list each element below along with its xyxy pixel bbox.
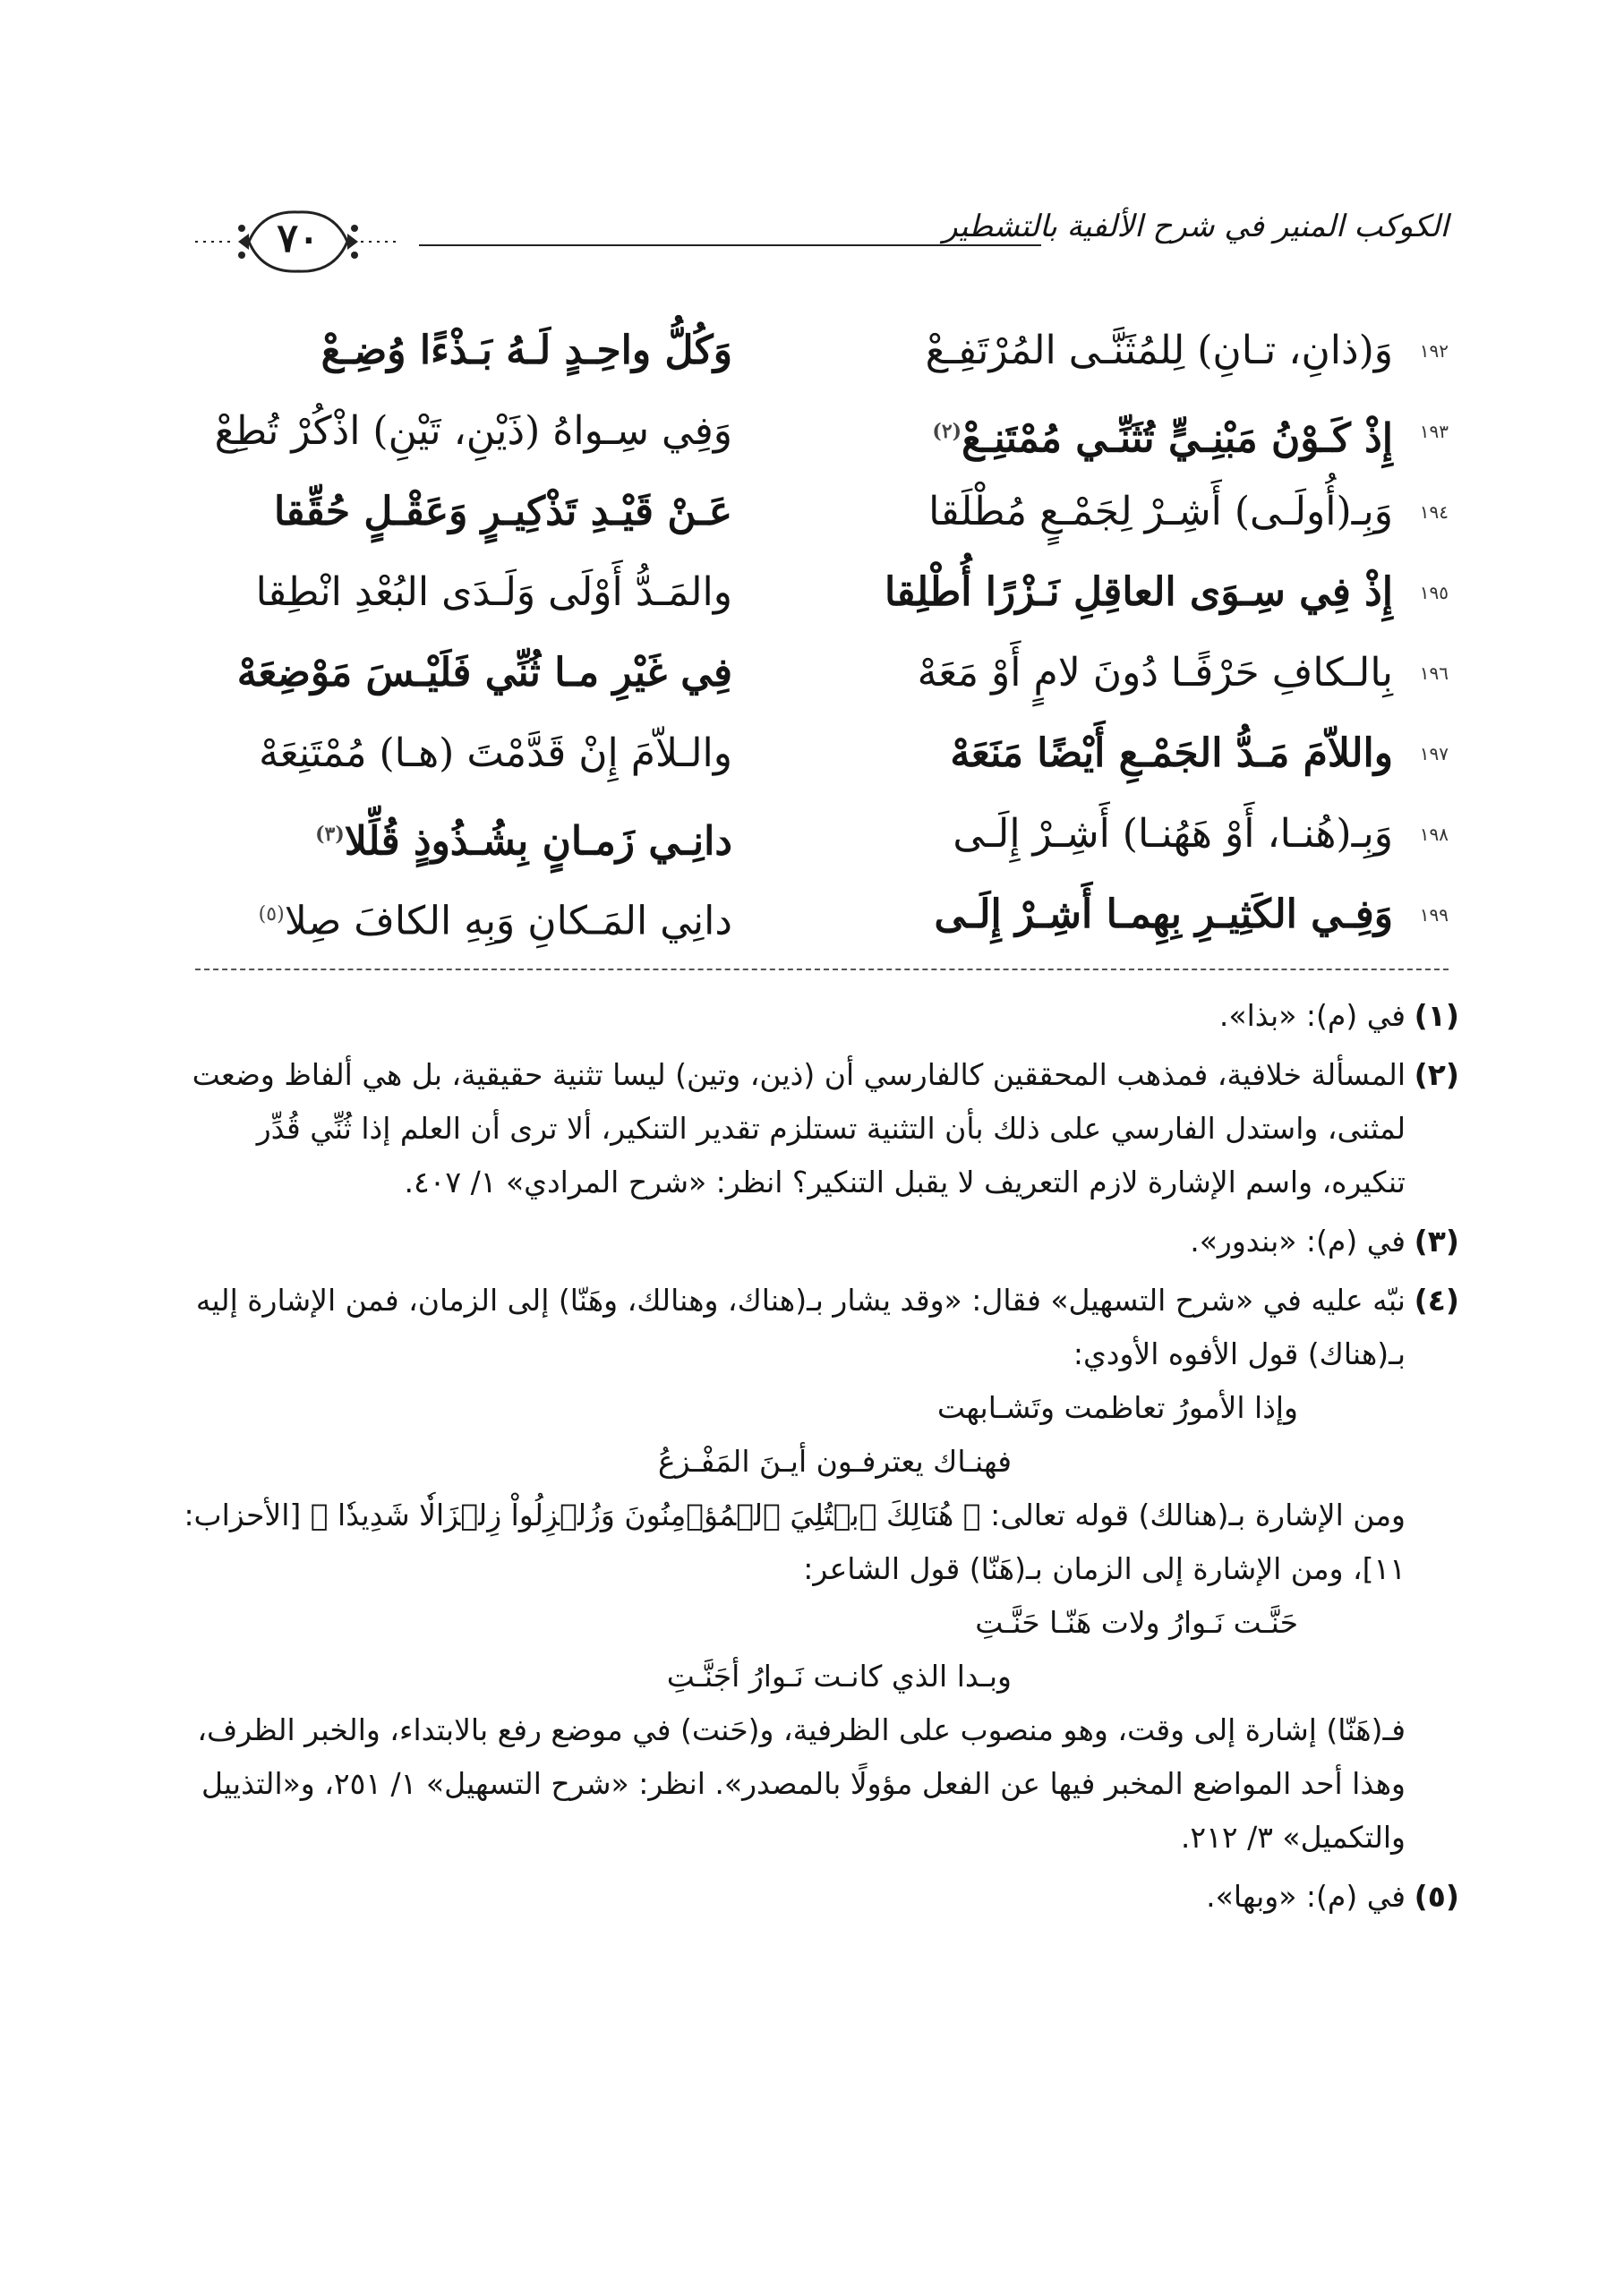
verse-number: ١٩٨ bbox=[1419, 824, 1449, 845]
verse-number: ١٩٧ bbox=[1419, 743, 1449, 764]
verse-line bbox=[195, 394, 1449, 474]
footnote bbox=[170, 1215, 1459, 1268]
footnote-number: (٥) bbox=[1414, 1879, 1459, 1914]
verse-second-hemistich: دانِـي زَمـانٍ بِشُـذُوذٍ قُلِّلا$^{(٣)}$ bbox=[315, 818, 732, 865]
footnote-ref: (٣) bbox=[315, 823, 345, 846]
footnote-number: (١) bbox=[1414, 998, 1459, 1033]
footnote bbox=[170, 1870, 1459, 1924]
running-header bbox=[195, 201, 1449, 282]
quoted-poem-line bbox=[170, 1381, 1406, 1435]
verse-line bbox=[195, 877, 1449, 958]
quoted-poem-line bbox=[170, 1650, 1406, 1703]
verse-line bbox=[195, 313, 1449, 394]
book-title: الكوكب المنير في شرح الألفية بالتشطير bbox=[943, 209, 1449, 244]
poem-hemistich: حَنَّـت نَـوارُ ولات هَنّـا حَنَّـتِ bbox=[975, 1605, 1298, 1640]
verse-line bbox=[195, 716, 1449, 797]
footnote-ref: (٥) bbox=[258, 903, 285, 926]
footnote-text: فـ(هَنّا) إشارة إلى وقت، وهو منصوب على الظرفية، و(حَنت) في موضع رفع بالابتداء، والخبر الظرف، وهذا أحد المواضع المخبر فيها عن الفعل مؤولًا بالمصدر». انظر: «شرح التسهيل» ١/ ٢٥١، و«التذييل والتكميل» ٣/ ٢١٢. bbox=[197, 1712, 1406, 1855]
footnote-text: نبّه عليه في «شرح التسهيل» فقال: «وقد يشار بـ(هناك، وهنالك، وهَنّا) إلى الزمان، فمن الإشارة إليه بـ(هناك) قول الأفوه الأودي: bbox=[195, 1283, 1406, 1371]
verse-first-hemistich: وَ(ذانِ، تـانِ) لِلمُثَنَّـى المُرْتَفِـعْ bbox=[925, 328, 1393, 373]
verse-first-hemistich: إِذْ كَـوْنُ مَبْنِـيٍّ تُثَنِّـي مُمْتَنِـعْ$^{(٢)}$ bbox=[932, 415, 1393, 462]
verse-number: ١٩٢ bbox=[1419, 340, 1449, 362]
footnote bbox=[170, 989, 1459, 1043]
verse-line bbox=[195, 474, 1449, 555]
header-rule bbox=[419, 244, 1041, 246]
verse-second-hemistich: فِي غَيْرِ مـا ثُنِّي فَلَيْـسَ مَوْضِعَهْ bbox=[236, 650, 732, 696]
verse-first-hemistich: إِذْ فِي سِـوَى العاقِلِ نَـزْرًا أُطْلِقا bbox=[884, 569, 1393, 615]
verse-number: ١٩٦ bbox=[1419, 662, 1449, 684]
verse-number: ١٩٩ bbox=[1419, 904, 1449, 926]
verse-number: ١٩٤ bbox=[1419, 501, 1449, 523]
verse-second-hemistich: وَكُلُّ واحِـدٍ لَـهُ بَـذْءًا وُضِـعْ bbox=[321, 328, 732, 373]
footnote-text: في (م): «بذا». bbox=[1218, 998, 1406, 1033]
verse-second-hemistich: وَفِي سِـواهُ (ذَيْنِ، تَيْنِ) اذْكُرْ تُطِعْ bbox=[214, 408, 732, 454]
quoted-poem-line bbox=[170, 1435, 1406, 1489]
footnote-separator bbox=[195, 969, 1449, 970]
verse-first-hemistich: وَبِـ(أُولَـى) أَشِـرْ لِجَمْـعٍ مُطْلَقا bbox=[928, 489, 1393, 534]
verse-first-hemistich: وَبِـ(هُنـا، أَوْ هَهُنـا) أَشِـرْ إِلَـى bbox=[953, 811, 1393, 857]
verse-block bbox=[195, 313, 1449, 958]
footnote-text: ومن الإشارة بـ(هنالك) قوله تعالى: ﴿ هُنَالِكَ ٱبۡتُلِيَ ٱلۡمُؤۡمِنُونَ وَزُلۡزِلُواْ زِلۡزَالٗا شَدِيدٗا ﴾ [الأحزاب: ١١]، ومن الإشارة إلى الزمان بـ(هَنّا) قول الشاعر: bbox=[184, 1498, 1406, 1586]
footnote-number: (٢) bbox=[1414, 1057, 1459, 1092]
verse-second-hemistich: والـلاّمَ إِنْ قَدَّمْتَ (هـا) مُمْتَنِعَهْ bbox=[259, 730, 732, 776]
poem-hemistich: وبـدا الذي كانـت نَـوارُ أجَنَّـتِ bbox=[666, 1659, 1012, 1694]
footnotes bbox=[170, 989, 1459, 1929]
verse-line bbox=[195, 555, 1449, 636]
footnote-ref: (٢) bbox=[932, 420, 962, 443]
footnote-text: المسألة خلافية، فمذهب المحققين كالفارسي أن (ذين، وتين) ليسا تثنية حقيقية، بل هي ألفاظ وضعت لمثنى، واستدل الفارسي على ذلك بأن التثنية تستلزم تقدير التنكير، ألا ترى أن العلم إذا ثُنِّي قُدِّر تنكيره، واسم الإشارة لازم التعريف لا يقبل التنكير؟ انظر: «شرح المرادي» ١/ ٤٠٧. bbox=[192, 1057, 1406, 1199]
verse-number: ١٩٥ bbox=[1419, 582, 1449, 603]
verse-line bbox=[195, 636, 1449, 716]
page-number: ٧٠ bbox=[277, 216, 320, 261]
verse-second-hemistich: والمَـدُّ أَوْلَى وَلَـدَى البُعْدِ انْطِقا bbox=[255, 569, 732, 615]
verse-second-hemistich: عَـنْ قَيْـدِ تَذْكِيـرٍ وَعَقْـلٍ حُقِّقا bbox=[273, 489, 732, 534]
verse-first-hemistich: وَفِـي الكَثِيـرِ بِهِمـا أَشِـرْ إِلَـى bbox=[934, 892, 1393, 937]
poem-hemistich: وإذا الأمورُ تعاظمت وتَشـابهت bbox=[936, 1390, 1298, 1425]
quoted-poem-line bbox=[170, 1596, 1406, 1650]
verse-first-hemistich: بِالـكافِ حَرْفًـا دُونَ لامٍ أَوْ مَعَهْ bbox=[917, 650, 1393, 696]
verse-first-hemistich: واللاّمَ مَـدُّ الجَمْـعِ أَيْضًا مَنَعَهْ bbox=[950, 730, 1393, 776]
verse-number: ١٩٣ bbox=[1419, 421, 1449, 442]
footnote bbox=[170, 1274, 1459, 1865]
verse-line bbox=[195, 797, 1449, 877]
footnote-number: (٤) bbox=[1414, 1283, 1459, 1318]
verse-second-hemistich: دانِي المَـكانِ وَبِهِ الكافَ صِلا$^{(٥)}$ bbox=[258, 898, 732, 944]
footnote-number: (٣) bbox=[1414, 1224, 1459, 1259]
poem-hemistich: فهنـاك يعترفـون أيـنَ المَفْـزعُ bbox=[657, 1444, 1012, 1479]
footnote bbox=[170, 1048, 1459, 1209]
footnote-text: في (م): «بندور». bbox=[1190, 1224, 1406, 1259]
footnote-text: في (م): «وبها». bbox=[1206, 1879, 1406, 1914]
